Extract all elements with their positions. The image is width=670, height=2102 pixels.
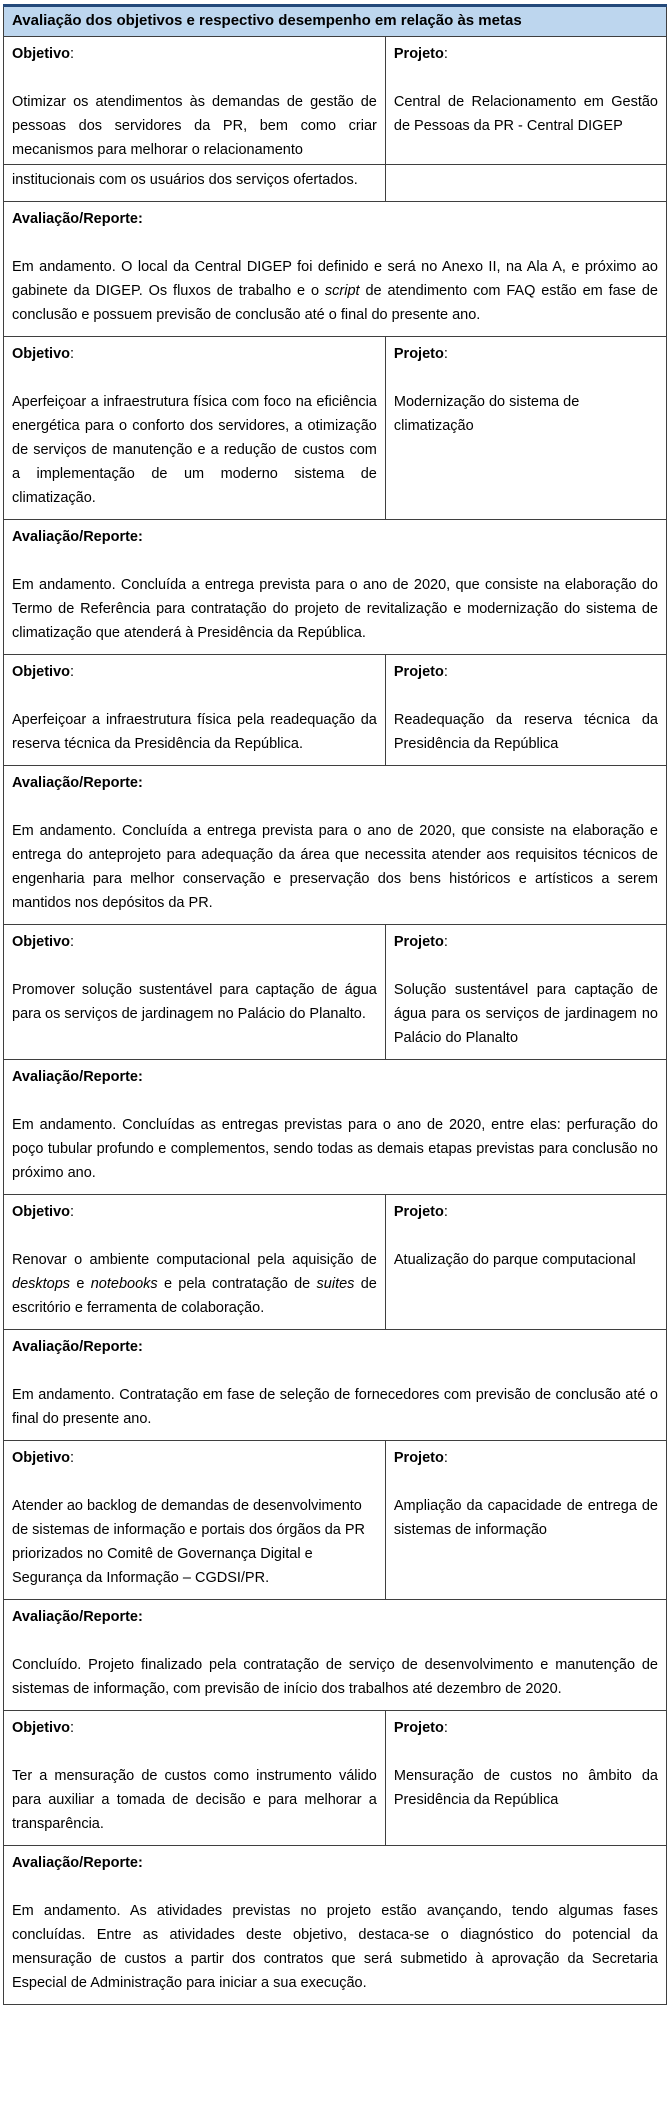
section-6-avaliacao-cell (4, 1600, 667, 1711)
section-1-objetivo-cell (4, 37, 386, 165)
objetivo-label: Objetivo: (12, 664, 75, 680)
section-3-row (4, 655, 667, 766)
section-5-objetivo-cell (4, 1195, 386, 1330)
projeto-label: Projeto: (393, 1450, 448, 1466)
section-1-avaliacao-row (4, 202, 667, 337)
section-4-objetivo-cell (4, 925, 386, 1060)
section-7-avaliacao-row (4, 1846, 667, 2005)
objetivo-text: Atender ao backlog de demandas de desenvolvimento de sistemas de informação e portais dos órgãos da PR priorizados no Comitê de Governança Digital e Segurança da Informação – CGDSI/PR. (12, 1498, 366, 1586)
section-2-objetivo-cell (4, 337, 386, 520)
section-7-avaliacao-cell (4, 1846, 667, 2005)
avaliacao-text: Em andamento. Concluída a entrega prevista para o ano de 2020, que consiste na elaboração do Termo de Referência para contratação do projeto de revitalização e modernização do sistema de climatização que atenderá à Presidência da República. (12, 577, 658, 641)
section-1-avaliacao-cell (4, 202, 667, 337)
avaliacao-label: Avaliação/Reporte: (12, 1339, 143, 1355)
objetivo-text: Promover solução sustentável para captação de água para os serviços de jardinagem no Palácio do Planalto. (12, 982, 377, 1022)
section-2-row (4, 337, 667, 520)
objetivo-text: Renovar o ambiente computacional pela aquisição de desktops e notebooks e pela contratação de suites de escritório e ferramenta de colaboração. (12, 1252, 377, 1316)
section-3-objetivo-cell (4, 655, 386, 766)
avaliacao-text: Em andamento. Concluídas as entregas previstas para o ano de 2020, entre elas: perfuração do poço tubular profundo e complementos, sendo todas as demais etapas previstas para conclusão no próximo ano. (12, 1117, 658, 1181)
section-6-objetivo-cell (4, 1441, 386, 1600)
objetivo-label: Objetivo: (12, 1204, 75, 1220)
projeto-text: Atualização do parque computacional (393, 1252, 636, 1268)
section-7-row (4, 1711, 667, 1846)
objetivo-text: Ter a mensuração de custos como instrumento válido para auxiliar a tomada de decisão e para melhorar a transparência. (12, 1768, 377, 1832)
avaliacao-label: Avaliação/Reporte: (12, 529, 143, 545)
section-6-row (4, 1441, 667, 1600)
objetivo-label: Objetivo: (12, 346, 75, 362)
objetivo-label: Objetivo: (12, 46, 75, 62)
section-1-projeto-cell (385, 37, 666, 165)
section-7-projeto-cell (385, 1711, 666, 1846)
projeto-label: Projeto: (393, 664, 448, 680)
projeto-label: Projeto: (393, 1720, 448, 1736)
avaliacao-label: Avaliação/Reporte: (12, 1855, 143, 1871)
avaliacao-label: Avaliação/Reporte: (12, 775, 143, 791)
section-1-row (4, 37, 667, 165)
section-5-projeto-cell (385, 1195, 666, 1330)
table-title: Avaliação dos objetivos e respectivo desempenho em relação às metas (4, 6, 667, 37)
objetivo-text: Aperfeiçoar a infraestrutura física com foco na eficiência energética para o conforto dos servidores, a otimização de serviços de manutenção e a redução de custos com a implementação de um moderno sistema de climatização. (12, 394, 377, 506)
projeto-label: Projeto: (393, 346, 448, 362)
section-2-avaliacao-cell (4, 520, 667, 655)
section-6-avaliacao-row (4, 1600, 667, 1711)
avaliacao-text: Concluído. Projeto finalizado pela contratação de serviço de desenvolvimento e manutenção de sistemas de informação, com previsão de início dos trabalhos até dezembro de 2020. (12, 1657, 658, 1697)
objetivo-label: Objetivo: (12, 1720, 75, 1736)
avaliacao-label: Avaliação/Reporte: (12, 1609, 143, 1625)
projeto-label: Projeto: (393, 934, 448, 950)
section-5-row (4, 1195, 667, 1330)
section-2-avaliacao-row (4, 520, 667, 655)
projeto-text: Ampliação da capacidade de entrega de sistemas de informação (393, 1498, 658, 1538)
projeto-text: Mensuração de custos no âmbito da Presidência da República (393, 1768, 658, 1808)
projeto-text: Readequação da reserva técnica da Presidência da República (393, 712, 658, 752)
avaliacao-label: Avaliação/Reporte: (12, 211, 143, 227)
section-6-projeto-cell (385, 1441, 666, 1600)
avaliacao-text: Em andamento. As atividades previstas no projeto estão avançando, tendo algumas fases concluídas. Entre as atividades deste objetivo, destaca-se o diagnóstico do potencial da mensuração de custos a partir dos contratos que será submetido à aprovação da Secretaria Especial de Administração para iniciar a sua execução. (12, 1903, 658, 1991)
section-2-projeto-cell (385, 337, 666, 520)
section-1-projeto-empty-cell (385, 165, 666, 202)
section-4-row (4, 925, 667, 1060)
objetivo-text: Otimizar os atendimentos às demandas de gestão de pessoas dos servidores da PR, bem como criar mecanismos para melhorar o relacionamento (12, 94, 377, 158)
section-3-avaliacao-row (4, 766, 667, 925)
avaliacao-label: Avaliação/Reporte: (12, 1069, 143, 1085)
section-1-objetivo-continuation-cell (4, 165, 386, 202)
section-4-avaliacao-row (4, 1060, 667, 1195)
objetivo-label: Objetivo: (12, 934, 75, 950)
objetivo-text-continued: institucionais com os usuários dos serviços ofertados. (12, 172, 358, 188)
projeto-text: Modernização do sistema de climatização (393, 394, 580, 434)
avaliacao-text: Em andamento. Contratação em fase de seleção de fornecedores com previsão de conclusão até o final do presente ano. (12, 1387, 658, 1427)
section-4-projeto-cell (385, 925, 666, 1060)
objetivo-label: Objetivo: (12, 1450, 75, 1466)
objetivo-text: Aperfeiçoar a infraestrutura física pela readequação da reserva técnica da Presidência da República. (12, 712, 377, 752)
section-4-avaliacao-cell (4, 1060, 667, 1195)
section-5-avaliacao-row (4, 1330, 667, 1441)
projeto-label: Projeto: (393, 1204, 448, 1220)
avaliacao-text: Em andamento. Concluída a entrega prevista para o ano de 2020, que consiste na elaboração e entrega do anteprojeto para adequação da área que necessita atender aos requisitos técnicos de engenharia para melhor conservação e preservação dos bens históricos e artísticos a serem mantidos nos depósitos da PR. (12, 823, 658, 911)
section-1-continuation-row (4, 165, 667, 202)
avaliacao-text: Em andamento. O local da Central DIGEP foi definido e será no Anexo II, na Ala A, e próximo ao gabinete da DIGEP. Os fluxos de trabalho e o script de atendimento com FAQ estão em fase de conclusão e possuem previsão de conclusão até o final do presente ano. (12, 259, 658, 323)
section-3-avaliacao-cell (4, 766, 667, 925)
section-3-projeto-cell (385, 655, 666, 766)
projeto-text: Solução sustentável para captação de água para os serviços de jardinagem no Palácio do Planalto (393, 982, 658, 1046)
table-header-row (4, 6, 667, 37)
section-7-objetivo-cell (4, 1711, 386, 1846)
section-5-avaliacao-cell (4, 1330, 667, 1441)
projeto-label: Projeto: (393, 46, 448, 62)
report-table (3, 4, 667, 2005)
projeto-text: Central de Relacionamento em Gestão de Pessoas da PR - Central DIGEP (393, 94, 658, 134)
